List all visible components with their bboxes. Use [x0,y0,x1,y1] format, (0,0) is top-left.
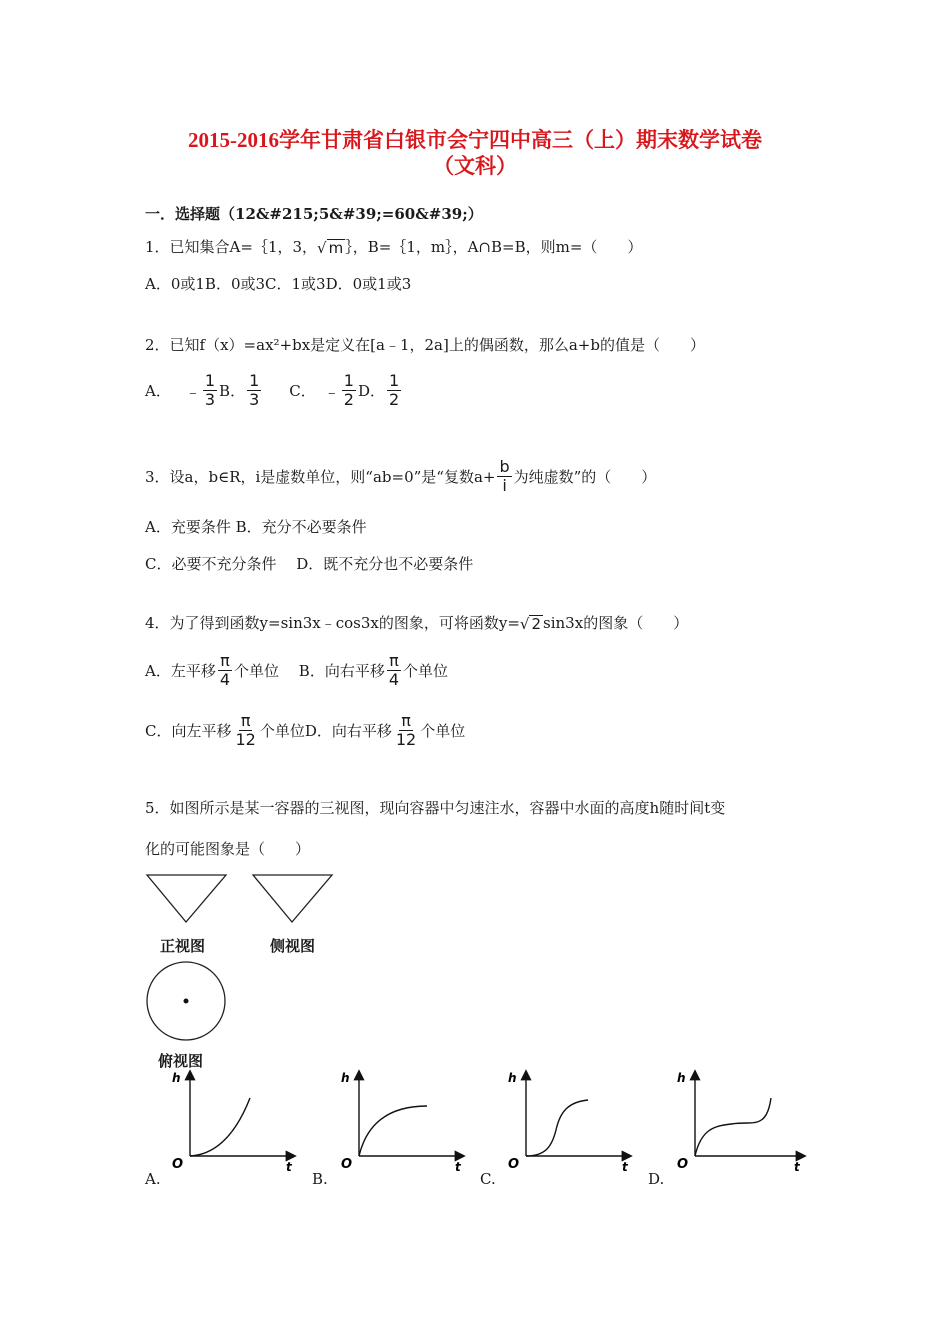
q1-stem-part-a: 1．已知集合A=｛1，3， [145,238,318,256]
graph-c-t-label: t [622,1160,628,1174]
graph-b [337,1068,467,1178]
side-view-label: 侧视图 [270,937,316,955]
q2-fraction-b: $\frac{1}{3}$ [249,371,260,409]
choice-b-label: B. [312,1170,328,1188]
sqrt-m-radicand: m [328,239,344,257]
graph-b-origin: O [341,1157,353,1172]
sqrt-m: √ m [317,239,344,257]
q4-option-b-label: 个单位 B．向右平移 [234,662,385,680]
q4-option-b-unit: 个单位 [403,662,449,680]
question-5-stem-line2: 化的可能图象是（ ） [145,840,311,858]
section-header: 一．选择题（12&#215;5&#39;=60&#39;） [145,205,483,223]
graph-a-t-label: t [286,1160,292,1174]
choice-a-label: A. [145,1170,161,1188]
graph-c-curve [526,1100,588,1156]
top-view-center-dot [184,999,189,1004]
q2-a-minus: ﹣ [184,382,201,401]
q4-fraction-pi-4-b: $\frac{\pi}{4}$ [388,651,400,689]
side-view-triangle [253,875,332,922]
graph-c-h-label: h [508,1071,517,1085]
question-2-options [145,372,403,409]
top-view-label: 俯视图 [158,1052,204,1070]
question-4-options-cd [145,712,465,749]
q2-option-b-label: B． [219,382,246,400]
graph-d-curve [695,1098,771,1156]
q4-option-d-label: 个单位D．向右平移 [259,722,392,740]
graph-d-t-label: t [794,1160,800,1174]
q3-fraction-b-over-i: $\frac{b}{i}$ [499,457,510,495]
graph-a-curve [190,1098,250,1156]
question-4-stem [145,612,688,633]
q2-fraction-d: $\frac{1}{2}$ [388,371,400,409]
q4-option-a-label: A．左平移 [145,662,216,680]
q3-stem-part-a: 3．设a，b∈R，i是虚数单位，则“ab=0”是“复数a+ [145,468,496,486]
question-3-options-ab: A．充要条件 B．充分不必要条件 [145,518,367,536]
q4-stem-part-b: sin3x的图象（ ） [543,614,689,632]
page-subtitle: （文科） [433,154,517,178]
question-2-stem: 2．已知f（x）=ax²+bx是定义在[a﹣1，2a]上的偶函数，那么a+b的值是（ ） [145,336,705,354]
q2-c-minus: ﹣ [323,382,340,401]
top-view-circle [140,958,232,1048]
graph-c-origin: O [508,1157,520,1172]
choice-c-label: C. [480,1170,496,1188]
front-view-label: 正视图 [160,937,206,955]
q4-fraction-pi-4-a: $\frac{\pi}{4}$ [219,651,231,689]
question-1-options: A．0或1B．0或3C．1或3D．0或1或3 [145,275,412,293]
sqrt-2: √ 2 [519,615,542,633]
question-5-stem-line1: 5．如图所示是某一容器的三视图，现向容器中匀速注水，容器中水面的高度h随时间t变 [145,799,726,817]
graph-d-h-label: h [677,1071,686,1085]
q2-fraction-c: $\frac{1}{2}$ [343,371,354,409]
choice-d-label: D. [648,1170,665,1188]
sqrt-2-radicand: 2 [531,615,542,633]
question-3-stem [145,458,656,495]
graph-a [168,1068,298,1178]
q2-fraction-a: $\frac{1}{3}$ [204,371,216,409]
question-4-options-ab [145,652,448,689]
graph-d [673,1068,808,1178]
graph-a-h-label: h [172,1071,181,1085]
q4-fraction-pi-12-c: $\frac{\pi}{12}$ [235,711,256,749]
q1-stem-part-b: ｝，B=｛1，m｝，A∩B=B，则m=（ ） [345,238,643,256]
q4-option-d-unit: 个单位 [420,722,466,740]
graph-a-origin: O [172,1157,184,1172]
three-views-triangles [140,870,340,930]
question-1-stem [145,236,642,257]
graph-c [504,1068,634,1178]
q3-stem-part-b: 为纯虚数”的（ ） [513,468,657,486]
graph-b-curve [359,1106,427,1156]
q4-option-c-label: C．向左平移 [145,722,232,740]
graph-b-t-label: t [455,1160,461,1174]
q4-fraction-pi-12-d: $\frac{\pi}{12}$ [395,711,417,749]
graph-b-h-label: h [341,1071,350,1085]
graph-d-origin: O [677,1157,689,1172]
question-3-options-cd: C．必要不充分条件 D．既不充分也不必要条件 [145,555,474,573]
q2-option-d-label: D． [357,382,385,400]
page-title: 2015-2016学年甘肃省白银市会宁四中高三（上）期末数学试卷 [188,128,762,152]
q4-stem-part-a: 4．为了得到函数y=sin3x﹣cos3x的图象，可将函数y= [145,614,520,632]
q2-option-a-label: A． [145,382,171,400]
q2-option-c-label: C． [289,382,316,400]
front-view-triangle [147,875,226,922]
